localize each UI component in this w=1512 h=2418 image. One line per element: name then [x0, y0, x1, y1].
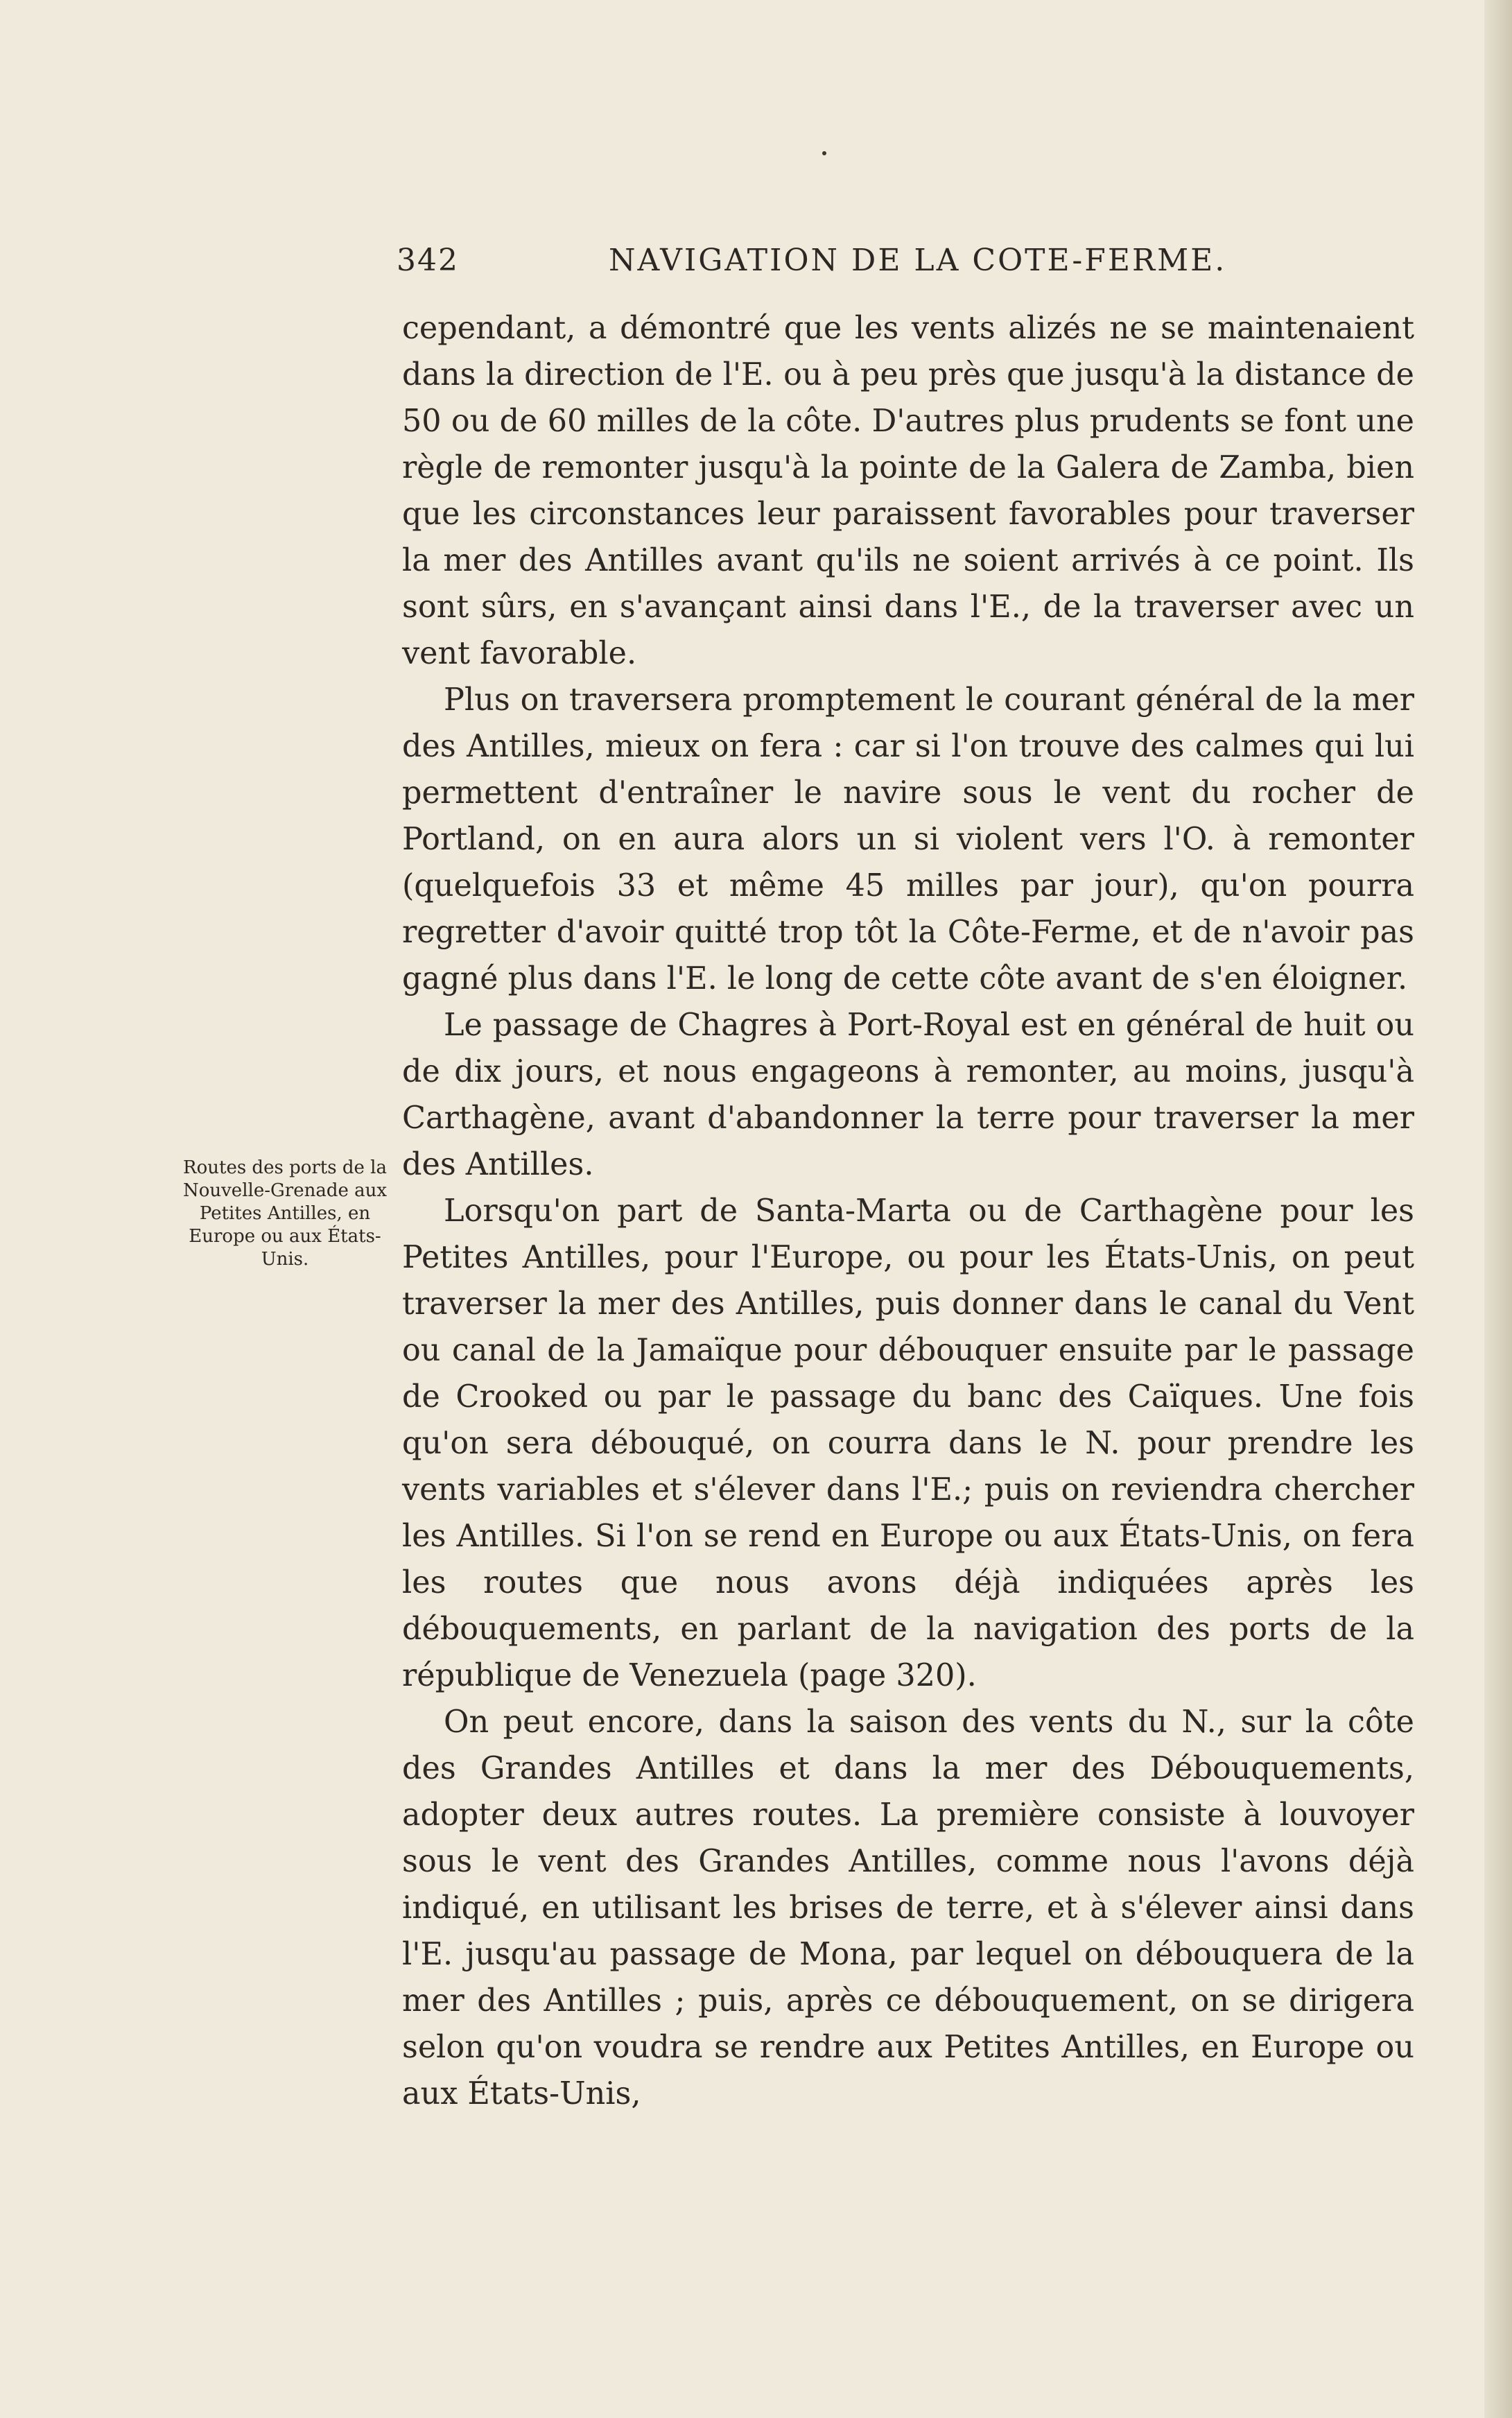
margin-note: Routes des ports de la Nouvelle-Grenade aux Petites Antilles, en Europe ou aux États-Unis. [182, 1157, 388, 1270]
page-number: 342 [397, 243, 459, 278]
paragraph: On peut encore, dans la saison des vents du N., sur la côte des Grandes Antilles et dans la mer des Débouquements, adopter deux autres routes. La première consiste à louvoyer sous le vent des Grandes Antilles, comme nous l'avons déjà indiqué, en utilisant les brises de terre, et à s'élever ainsi dans l'E. jusqu'au passage de Mona, par lequel on débouquera de la mer des Antilles ; puis, après ce débouquement, on se dirigera selon qu'on voudra se rendre aux Petites Antilles, en Europe ou aux États-Unis, [402, 1704, 1414, 2112]
show-through-text [229, 541, 381, 638]
body-text [402, 305, 1414, 2117]
ink-speck [822, 151, 826, 155]
running-title: NAVIGATION DE LA COTE-FERME. [609, 243, 1227, 278]
paragraph: cependant, a démontré que les vents alizés ne se maintenaient dans la direction de l'E. ou à peu près que jusqu'à la distance de 50 ou de 60 milles de la côte. D'autres plus prudents se font une règle de remonter jusqu'à la pointe de la Galera de Zamba, bien que les circonstances leur paraissent favorables pour traverser la mer des Antilles avant qu'ils ne soient arrivés à ce point. Ils sont sûrs, en s'avançant ainsi dans l'E., de la traverser avec un vent favorable. [402, 311, 1414, 671]
page-edge-shadow [1484, 0, 1512, 2418]
paragraph: Lorsqu'on part de Santa-Marta ou de Carthagène pour les Petites Antilles, pour l'Europe, ou pour les États-Unis, on peut traverser la mer des Antilles, puis donner dans le canal du Vent ou canal de la Jamaïque pour débouquer ensuite par le passage de Crooked ou par le passage du banc des Caïques. Une fois qu'on sera débouqué, on courra dans le N. pour prendre les vents variables et s'élever dans l'E.; puis on reviendra chercher les Antilles. Si l'on se rend en Europe ou aux États-Unis, on fera les routes que nous avons déjà indiquées après les débouquements, en parlant de la navigation des ports de la république de Venezuela (page 320). [402, 1193, 1414, 1693]
page-header [397, 243, 1402, 284]
paragraph: Le passage de Chagres à Port-Royal est en général de huit ou de dix jours, et nous engageons à remonter, au moins, jusqu'à Carthagène, avant d'abandonner la terre pour traverser la mer des Antilles. [402, 1008, 1414, 1182]
paragraph: Plus on traversera promptement le courant général de la mer des Antilles, mieux on fera : car si l'on trouve des calmes qui lui permettent d'entraîner le navire sous le vent du rocher de Portland, on en aura alors un si violent vers l'O. à remonter (quelquefois 33 et même 45 milles par jour), qu'on pourra regretter d'avoir quitté trop tôt la Côte-Ferme, et de n'avoir pas gagné plus dans l'E. le long de cette côte avant de s'en éloigner. [402, 682, 1414, 996]
